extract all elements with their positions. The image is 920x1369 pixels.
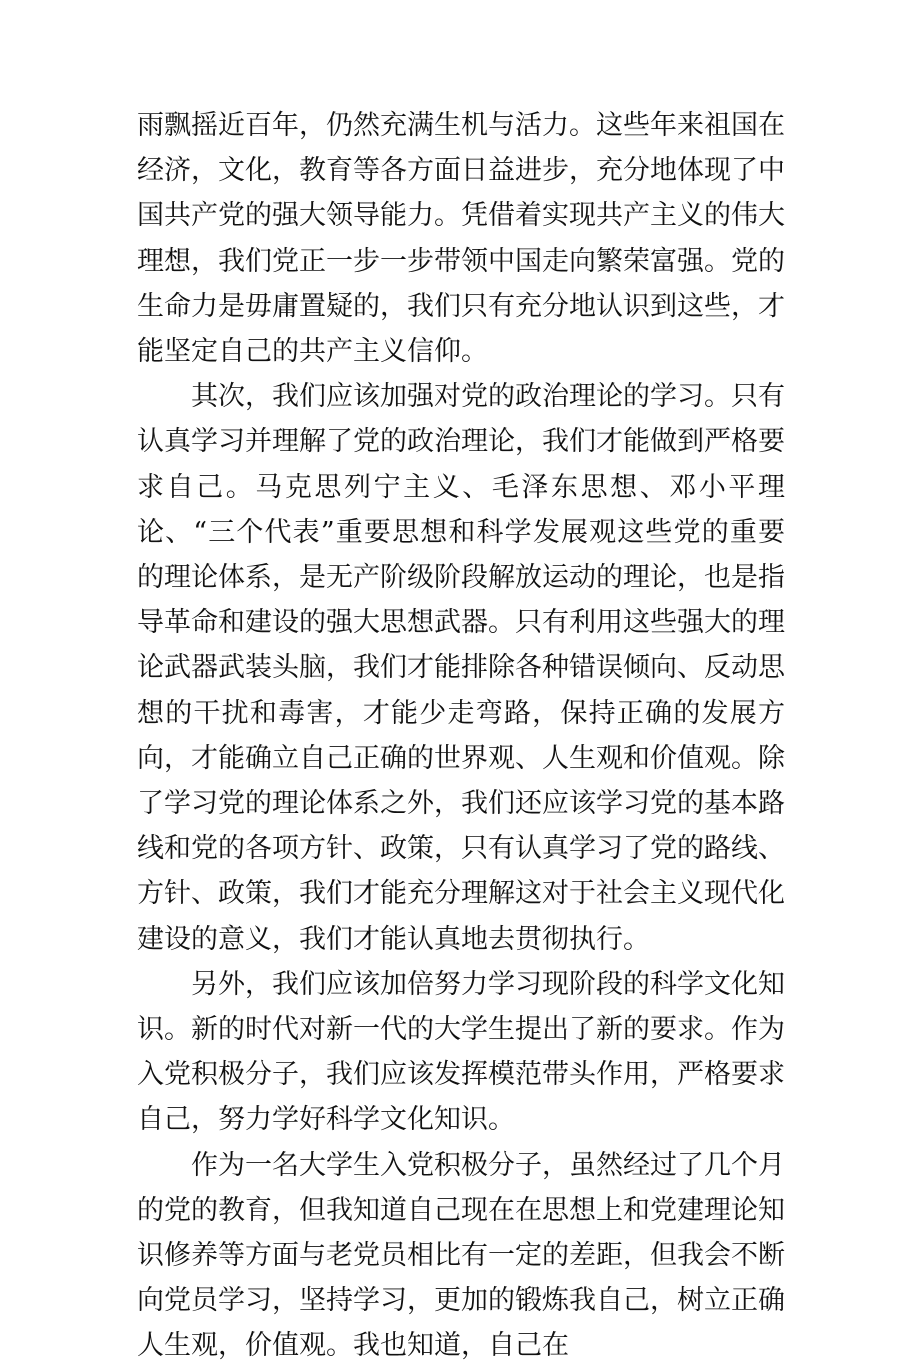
paragraph-3: 另外，我们应该加倍努力学习现阶段的科学文化知识。新的时代对新一代的大学生提出了新的要求。作为入党积极分子，我们应该发挥模范带头作用，严格要求自己，努力学好科学文化知识。 bbox=[137, 968, 785, 1136]
document-body bbox=[137, 103, 785, 1369]
paragraph-2: 其次，我们应该加强对党的政治理论的学习。只有认真学习并理解了党的政治理论，我们才能做到严格要求自己。马克思列宁主义、毛泽东思想、邓小平理论、“三个代表”重要思想和科学发展观这些党的重要的理论体系，是无产阶级阶段解放运动的理论，也是指导革命和建设的强大思想武器。只有利用这些强大的理论武器武装头脑，我们才能排除各种错误倾向、反动思想的干扰和毒害，才能少走弯路，保持正确的发展方向，才能确立自己正确的世界观、人生观和价值观。除了学习党的理论体系之外，我们还应该学习党的基本路线和党的各项方针、政策，只有认真学习了党的路线、方针、政策，我们才能充分理解这对于社会主义现代化建设的意义，我们才能认真地去贯彻执行。 bbox=[137, 381, 785, 955]
paragraph-1: 雨飘摇近百年，仍然充满生机与活力。这些年来祖国在经济，文化，教育等各方面日益进步，充分地体现了中国共产党的强大领导能力。凭借着实现共产主义的伟大理想，我们党正一步一步带领中国走向繁荣富强。党的生命力是毋庸置疑的，我们只有充分地认识到这些，才能坚定自己的共产主义信仰。 bbox=[137, 110, 785, 368]
paragraph-4: 作为一名大学生入党积极分子，虽然经过了几个月的党的教育，但我知道自己现在在思想上和党建理论知识修养等方面与老党员相比有一定的差距，但我会不断向党员学习，坚持学习，更加的锻炼我自己，树立正确人生观，价值观。我也知道，自己在 bbox=[137, 1149, 785, 1362]
